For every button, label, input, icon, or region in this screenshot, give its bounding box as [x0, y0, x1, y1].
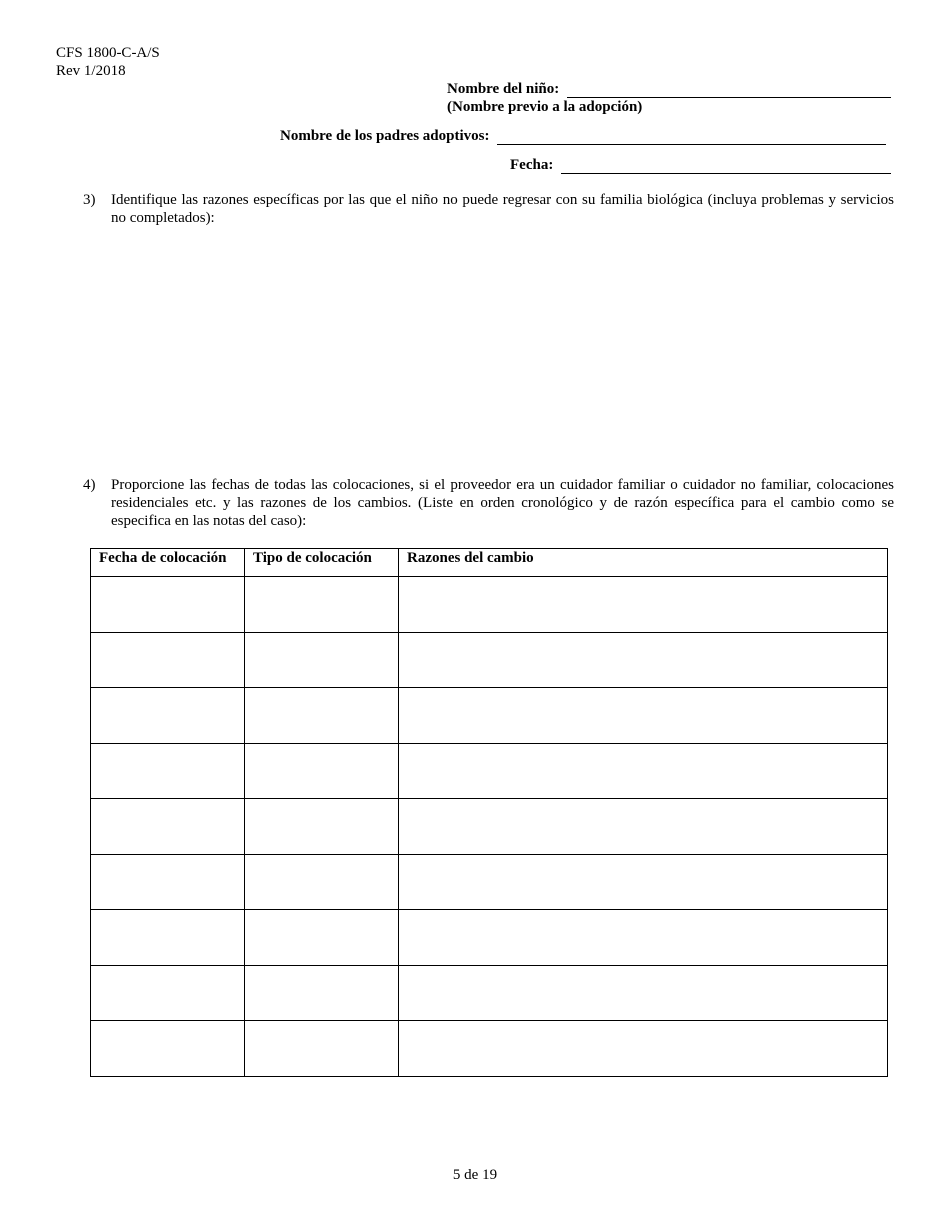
placement-type-cell[interactable]	[245, 632, 399, 688]
placements-table	[90, 548, 888, 1077]
table-row	[91, 1021, 888, 1077]
change-reason-cell[interactable]	[399, 577, 888, 633]
question-text: Identifique las razones específicas por las que el niño no puede regresar con su familia biológica (incluya problemas y servicios no completados):	[111, 192, 894, 226]
placement-date-cell[interactable]	[91, 743, 245, 799]
header-placement-type: Tipo de colocación	[245, 549, 399, 577]
placement-date-cell[interactable]	[91, 577, 245, 633]
placement-type-cell[interactable]	[245, 688, 399, 744]
child-name-sublabel: (Nombre previo a la adopción)	[447, 99, 643, 115]
placement-type-cell[interactable]	[245, 577, 399, 633]
placement-type-cell[interactable]	[245, 854, 399, 910]
placement-type-cell[interactable]	[245, 799, 399, 855]
question-number: 3)	[83, 192, 96, 208]
adoptive-parents-field[interactable]	[497, 129, 886, 145]
table-row	[91, 688, 888, 744]
question-3	[83, 191, 894, 227]
change-reason-cell[interactable]	[399, 688, 888, 744]
date-label: Fecha:	[510, 157, 554, 173]
placement-type-cell[interactable]	[245, 910, 399, 966]
change-reason-cell[interactable]	[399, 965, 888, 1021]
placement-date-cell[interactable]	[91, 688, 245, 744]
change-reason-cell[interactable]	[399, 799, 888, 855]
form-revision: Rev 1/2018	[56, 63, 126, 79]
child-name-row	[447, 80, 891, 98]
table-row	[91, 577, 888, 633]
placement-type-cell[interactable]	[245, 743, 399, 799]
date-field[interactable]	[561, 158, 891, 174]
table-row	[91, 854, 888, 910]
header-placement-date: Fecha de colocación	[91, 549, 245, 577]
header-change-reasons: Razones del cambio	[399, 549, 888, 577]
table-row	[91, 799, 888, 855]
change-reason-cell[interactable]	[399, 854, 888, 910]
change-reason-cell[interactable]	[399, 743, 888, 799]
change-reason-cell[interactable]	[399, 632, 888, 688]
child-name-field[interactable]	[567, 82, 891, 98]
adoptive-parents-row	[280, 127, 886, 145]
table-row	[91, 910, 888, 966]
adoptive-parents-label: Nombre de los padres adoptivos:	[280, 128, 490, 144]
question-number: 4)	[83, 477, 96, 493]
placement-type-cell[interactable]	[245, 1021, 399, 1077]
change-reason-cell[interactable]	[399, 1021, 888, 1077]
change-reason-cell[interactable]	[399, 910, 888, 966]
form-number: CFS 1800-C-A/S	[56, 45, 160, 61]
date-row	[510, 156, 891, 174]
question-text: Proporcione las fechas de todas las colocaciones, si el proveedor era un cuidador familiar o cuidador no familiar, colocaciones residenciales etc. y las razones de los cambios. (Liste en orden cronológico y de razón específica para el cambio como se especifica en las notas del caso):	[111, 477, 894, 529]
child-name-label: Nombre del niño:	[447, 81, 560, 97]
table-header-row	[91, 549, 888, 577]
placement-date-cell[interactable]	[91, 854, 245, 910]
question-4	[83, 476, 894, 530]
placement-date-cell[interactable]	[91, 965, 245, 1021]
page-number: 5 de 19	[452, 1167, 498, 1183]
table-row	[91, 632, 888, 688]
placement-date-cell[interactable]	[91, 910, 245, 966]
placement-date-cell[interactable]	[91, 632, 245, 688]
table-row	[91, 965, 888, 1021]
placement-type-cell[interactable]	[245, 965, 399, 1021]
placement-date-cell[interactable]	[91, 1021, 245, 1077]
table-row	[91, 743, 888, 799]
form-identifier	[56, 44, 160, 80]
placement-date-cell[interactable]	[91, 799, 245, 855]
